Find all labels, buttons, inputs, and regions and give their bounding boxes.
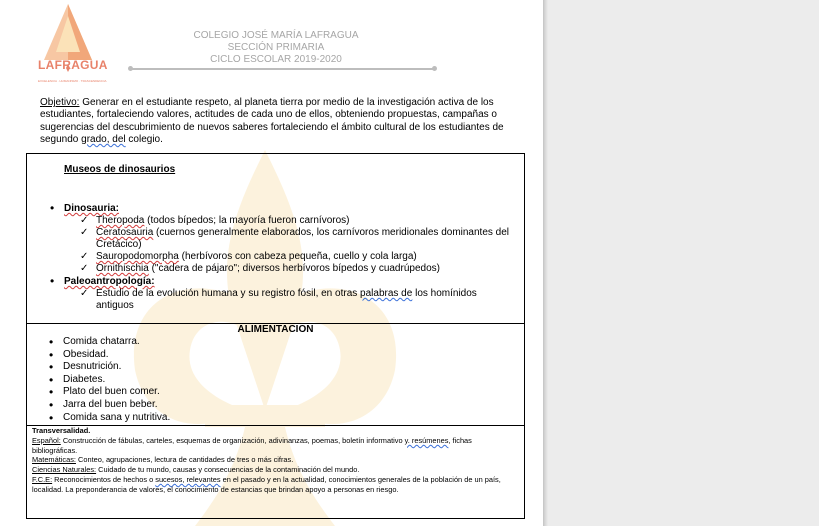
paleo-text-end: los homínidos antiguos xyxy=(96,288,477,311)
objective-text: Generar en el estudiante respeto, al planeta tierra por medio de la investigación activa de los estudiantes, fortaleciendo valores, actitudes de cada uno de ellos, obteniendo propuestas, campañas o sugerencias del descubrimiento de nuevos saberes fortaleciendo el ámbito cultural de los estudiantes de segundo xyxy=(40,97,504,145)
espanol-label: Español: xyxy=(32,435,61,445)
paleo-label: Paleoantropología: xyxy=(64,276,155,287)
alimentacion-item: Obesidad. xyxy=(63,348,109,360)
alimentacion-item: Comida chatarra. xyxy=(63,336,140,347)
list-item xyxy=(49,347,170,362)
ciencias-label: Ciencias Naturales: xyxy=(32,465,97,475)
list-item xyxy=(49,385,170,400)
bullet-icon: • xyxy=(49,385,54,400)
checkmark-icon: ✓ xyxy=(80,288,89,299)
objective-text-flagged: grado, del xyxy=(81,133,126,145)
bullet-icon: • xyxy=(49,372,54,387)
logo-text: LAFRAGUA xyxy=(38,58,108,72)
alimentacion-item: Desnutrición. xyxy=(63,361,122,373)
header-divider xyxy=(130,68,434,70)
school-year: CICLO ESCOLAR 2019-2020 xyxy=(210,54,342,65)
school-name: COLEGIO JOSÉ MARÍA LAFRAGUA xyxy=(193,30,359,41)
taxon-term: Ceratosauria xyxy=(96,227,154,238)
page-shadow xyxy=(544,0,548,526)
objective-paragraph xyxy=(40,97,510,146)
section-name: SECCIÓN PRIMARIA xyxy=(227,42,325,53)
transversalidad-section xyxy=(26,425,525,519)
list-item xyxy=(80,227,516,251)
logo-tagline: EXCELENCIA · HUMANISMO · TRASCENDENCIA xyxy=(38,79,107,83)
list-item xyxy=(49,397,170,412)
alimentacion-item: Jarra del buen beber. xyxy=(63,398,158,410)
alimentacion-item: Comida sana y nutritiva. xyxy=(63,411,171,423)
checkmark-icon: ✓ xyxy=(80,251,89,262)
transversalidad-title: Transversalidad. xyxy=(32,426,91,435)
list-item xyxy=(49,335,170,349)
alimentacion-item: Diabetes. xyxy=(63,373,106,385)
fce-text: Reconocimientos de hechos o xyxy=(52,474,156,484)
bullet-icon: • xyxy=(49,335,54,349)
transversalidad-text xyxy=(32,426,517,495)
list-item xyxy=(80,251,516,263)
alimentacion-item: Plato del buen comer. xyxy=(63,386,160,398)
espanol-line xyxy=(32,436,517,456)
matematicas-label: Matemáticas: xyxy=(32,455,76,465)
alimentacion-list xyxy=(49,335,171,425)
fce-label: F.C.E: xyxy=(32,474,53,484)
museos-title: Museos de dinosaurios xyxy=(64,164,176,175)
taxon-desc: ("cadera de pájaro"; diversos herbívoros bípedos y cuadrúpedos) xyxy=(148,263,440,274)
taxon-term: Sauropodomorpha xyxy=(96,251,179,262)
matematicas-text: Conteo, agrupaciones, lectura de cantidades de tres o más cifras. xyxy=(75,455,294,465)
dinosauria-label: Dinosauria: xyxy=(64,203,120,214)
alimentacion-title: ALIMENTACION xyxy=(237,324,314,335)
list-item xyxy=(49,360,170,375)
taxon-term: Ornithischia xyxy=(96,263,149,274)
espanol-text-flagged: y. resúmenes xyxy=(404,435,449,445)
objective-label: Objetivo: xyxy=(40,97,80,108)
header-line-dot xyxy=(432,66,437,71)
bullet-icon: • xyxy=(50,274,55,288)
fce-line xyxy=(32,475,517,495)
list-item xyxy=(50,201,120,215)
ciencias-text: Cuidado de tu mundo, causas y consecuencias de la contaminación del mundo. xyxy=(96,465,360,475)
bullet-icon: • xyxy=(49,397,54,412)
bullet-icon: • xyxy=(50,201,55,215)
checkmark-icon: ✓ xyxy=(80,215,89,226)
school-logo-icon xyxy=(32,2,118,88)
espanol-text-end: , fichas bibliográficas. xyxy=(32,435,472,455)
bullet-icon: • xyxy=(49,410,54,425)
alimentacion-section xyxy=(26,323,525,426)
checkmark-icon: ✓ xyxy=(80,263,89,274)
list-item xyxy=(49,372,170,387)
taxon-term: Theropoda xyxy=(96,215,145,226)
list-item xyxy=(80,215,516,227)
bullet-icon: • xyxy=(49,360,54,375)
ciencias-line xyxy=(32,465,517,475)
objective-text-end: colegio. xyxy=(125,133,163,145)
list-item xyxy=(49,410,171,425)
list-item xyxy=(50,274,155,288)
fce-text-flagged: sucesos, relevantes xyxy=(155,474,221,484)
bullet-icon: • xyxy=(49,347,54,362)
taxon-desc: (cuernos generalmente elaborados, los carnívoros meridionales dominantes del Cretácico) xyxy=(96,227,510,250)
list-item xyxy=(80,288,516,312)
paleo-text-flagged: palabras de xyxy=(360,288,413,299)
matematicas-line xyxy=(32,455,517,465)
taxon-desc: (todos bípedos; la mayoría fueron carnívoros) xyxy=(144,215,350,226)
paleo-text: Estudio de la evolución humana y su registro fósil, en otras xyxy=(96,288,361,299)
museos-section xyxy=(26,153,525,324)
espanol-text: Construcción de fábulas, carteles, esquemas de organización, adivinanzas, poemas, boletín informativo xyxy=(60,435,405,445)
fce-text-end: en el pasado y en la actualidad, conocimientos generales de la población de un país, localidad. La preponderancia de valores, el conocimiento de estancias que brindan apoyo a personas en riesgo. xyxy=(32,474,501,494)
list-item xyxy=(80,263,516,275)
checkmark-icon: ✓ xyxy=(80,227,89,238)
taxon-desc: (herbívoros con cabeza pequeña, cuello y cola larga) xyxy=(178,251,417,262)
